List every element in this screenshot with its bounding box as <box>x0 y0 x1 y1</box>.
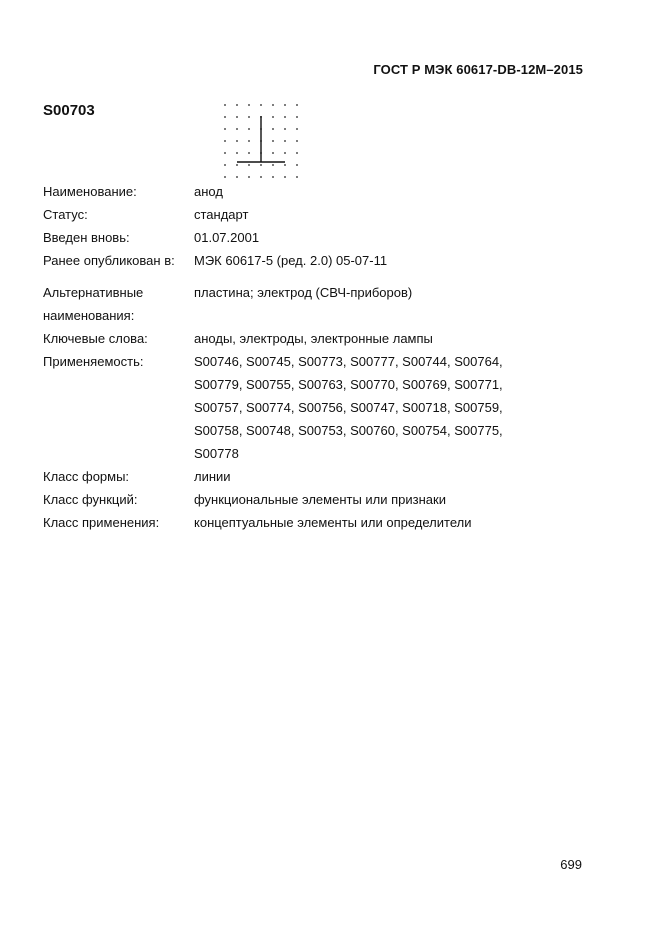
anode-symbol-icon <box>220 100 304 178</box>
grid-dot <box>272 116 274 118</box>
field-value: функциональные элементы или признаки <box>194 492 446 507</box>
grid-dot <box>296 176 298 178</box>
page-number: 699 <box>560 857 582 872</box>
grid-dot <box>224 128 226 130</box>
field-keywords <box>43 327 583 350</box>
field-value: пластина; электрод (СВЧ-приборов) <box>194 285 413 300</box>
grid-dot <box>236 176 238 178</box>
field-value: анод <box>194 184 223 199</box>
grid-dot <box>236 104 238 106</box>
field-label-line: наименования: <box>43 308 135 323</box>
grid-dot <box>284 176 286 178</box>
grid-dot <box>296 128 298 130</box>
field-published <box>43 249 583 272</box>
applicability-line: S00746, S00745, S00773, S00777, S00744, S00764, <box>194 354 503 369</box>
symbol-code: S00703 <box>43 102 95 119</box>
grid-dot <box>224 140 226 142</box>
field-label: Введен вновь: <box>43 230 130 245</box>
grid-dot <box>272 128 274 130</box>
field-label-line: Альтернативные <box>43 285 144 300</box>
field-label: Класс применения: <box>43 515 160 530</box>
grid-dot <box>248 116 250 118</box>
grid-dot <box>296 140 298 142</box>
field-alternative <box>43 281 583 327</box>
field-label: Ключевые слова: <box>43 331 148 346</box>
grid-dot <box>236 164 238 166</box>
applicability-line: S00758, S00748, S00753, S00760, S00754, S00775, <box>194 423 503 438</box>
grid-dot <box>236 140 238 142</box>
grid-dot <box>248 104 250 106</box>
grid-dot <box>260 176 262 178</box>
grid-dot <box>224 164 226 166</box>
document-header: ГОСТ Р МЭК 60617-DB-12M–2015 <box>373 62 583 77</box>
grid-dot <box>284 140 286 142</box>
field-function-class <box>43 488 583 511</box>
grid-dot <box>224 104 226 106</box>
grid-dot <box>224 176 226 178</box>
grid-dot <box>236 116 238 118</box>
field-status <box>43 203 583 226</box>
field-label: Статус: <box>43 207 88 222</box>
field-value: линии <box>194 469 231 484</box>
grid-dot <box>284 116 286 118</box>
field-value <box>194 350 583 465</box>
grid-dot <box>284 164 286 166</box>
grid-dot <box>296 104 298 106</box>
field-application-class <box>43 511 583 534</box>
grid-dot <box>224 116 226 118</box>
grid-dot <box>260 104 262 106</box>
grid-dot <box>272 152 274 154</box>
grid-dot <box>272 140 274 142</box>
field-label: Наименование: <box>43 184 137 199</box>
grid-dot <box>284 104 286 106</box>
field-label: Применяемость: <box>43 354 144 369</box>
grid-dot <box>224 152 226 154</box>
applicability-line: S00778 <box>194 446 239 461</box>
grid-dot <box>248 152 250 154</box>
grid-dot <box>272 164 274 166</box>
grid-dot <box>296 116 298 118</box>
field-value: МЭК 60617-5 (ред. 2.0) 05-07-11 <box>194 253 388 268</box>
grid-dot <box>284 128 286 130</box>
grid-dot <box>260 164 262 166</box>
field-applicability <box>43 350 583 465</box>
field-shape-class <box>43 465 583 488</box>
grid-dot <box>248 164 250 166</box>
field-label: Класс функций: <box>43 492 138 507</box>
grid-dot <box>236 152 238 154</box>
grid-dot <box>236 128 238 130</box>
applicability-line: S00757, S00774, S00756, S00747, S00718, S00759, <box>194 400 503 415</box>
grid-dot <box>272 104 274 106</box>
grid-dot <box>248 176 250 178</box>
grid-dot <box>296 164 298 166</box>
grid-dot <box>272 176 274 178</box>
grid-dot <box>296 152 298 154</box>
field-label: Класс формы: <box>43 469 130 484</box>
field-value: аноды, электроды, электронные лампы <box>194 331 433 346</box>
applicability-line: S00779, S00755, S00763, S00770, S00769, S00771, <box>194 377 503 392</box>
field-introduced <box>43 226 583 249</box>
grid-dot <box>248 128 250 130</box>
grid-dot <box>248 140 250 142</box>
field-name <box>43 180 583 203</box>
field-label: Ранее опубликован в: <box>43 253 175 268</box>
symbol-attributes <box>43 180 583 534</box>
field-value: концептуальные элементы или определители <box>194 515 472 530</box>
grid-dot <box>284 152 286 154</box>
field-label <box>43 281 194 327</box>
field-value: 01.07.2001 <box>194 230 260 245</box>
field-value: стандарт <box>194 207 249 222</box>
